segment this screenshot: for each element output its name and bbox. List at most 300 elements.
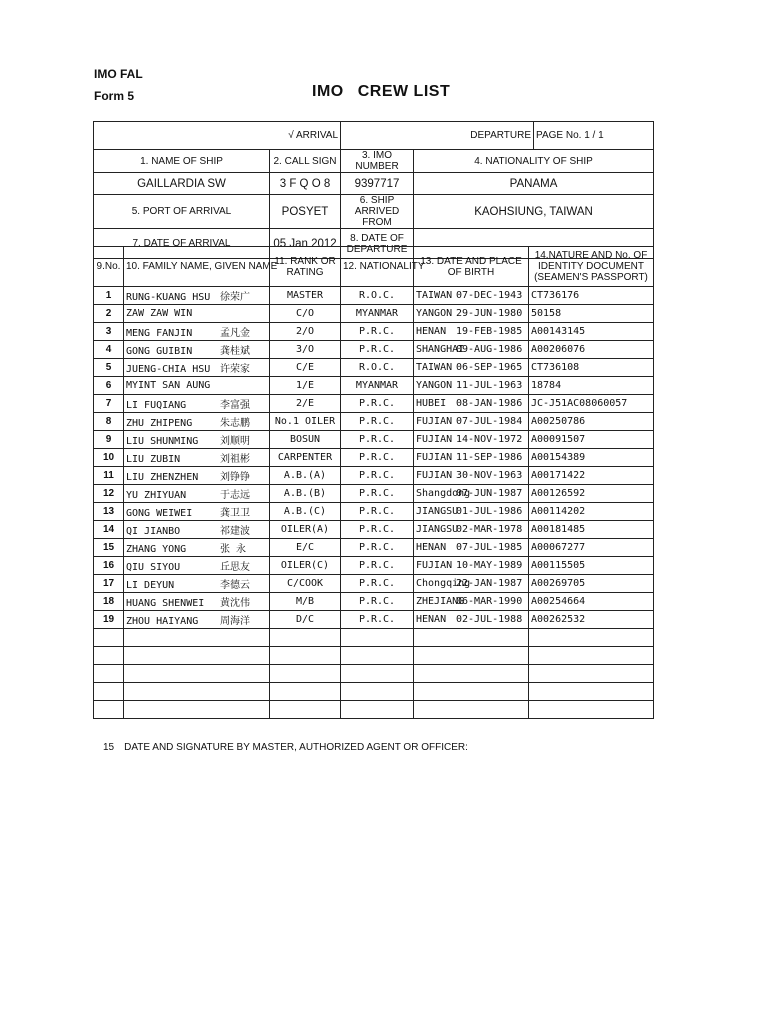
crew-name-chinese: 刘铮铮: [220, 472, 250, 483]
crew-birth-place: Shangdong: [416, 488, 471, 499]
col-header-rank: 11. RANK OR RATING: [270, 247, 341, 287]
crew-nationality: P.R.C.: [358, 542, 396, 553]
form-number: Form 5: [94, 89, 135, 103]
crew-birth-date: 14-NOV-1972: [456, 434, 523, 445]
crew-cell-name: [124, 395, 270, 413]
crew-cell-nat: [341, 359, 414, 377]
crew-row: [94, 341, 654, 359]
form-code: IMO FAL: [94, 67, 143, 81]
crew-cell-birth: [414, 413, 529, 431]
crew-cell-name: [124, 701, 270, 719]
crew-cell-rank: [270, 503, 341, 521]
crew-row: [94, 323, 654, 341]
crew-nationality: P.R.C.: [358, 398, 396, 409]
crew-rank: C/O: [295, 308, 315, 319]
crew-rank: C/E: [295, 362, 315, 373]
port-arrival-label: 5. PORT OF ARRIVAL: [94, 195, 270, 229]
crew-cell-name: [124, 341, 270, 359]
crew-rank: BOSUN: [289, 434, 321, 445]
crew-row: [94, 377, 654, 395]
crew-rank: D/C: [295, 614, 315, 625]
crew-cell-nat: [341, 287, 414, 305]
crew-cell-no: [94, 629, 124, 647]
crew-document: JC-J51AC08060057: [531, 398, 628, 409]
crew-document: A00067277: [531, 542, 586, 553]
crew-birth-place: SHANGHAI: [416, 344, 465, 355]
call-sign-label: 2. CALL SIGN: [270, 150, 341, 173]
crew-cell-nat: [341, 431, 414, 449]
crew-cell-nat: [341, 395, 414, 413]
crew-cell-no: [94, 395, 124, 413]
page-title: [312, 83, 450, 101]
crew-cell-rank: [270, 539, 341, 557]
crew-cell-no: [94, 665, 124, 683]
crew-row: [94, 431, 654, 449]
crew-cell-no: [94, 377, 124, 395]
crew-cell-nat: [341, 557, 414, 575]
crew-cell-nat: [341, 629, 414, 647]
crew-cell-doc: [529, 629, 654, 647]
crew-no: 19: [102, 614, 115, 625]
crew-cell-doc: [529, 431, 654, 449]
crew-name: ZHOU HAIYANG: [126, 616, 199, 627]
crew-cell-doc: [529, 323, 654, 341]
crew-nationality: P.R.C.: [358, 614, 396, 625]
crew-name-chinese: 刘顺明: [220, 436, 250, 447]
crew-document: A00143145: [531, 326, 586, 337]
crew-cell-no: [94, 359, 124, 377]
crew-cell-nat: [341, 593, 414, 611]
crew-nationality: P.R.C.: [358, 524, 396, 535]
crew-cell-nat: [341, 467, 414, 485]
crew-birth-date: 07-DEC-1943: [456, 290, 523, 301]
crew-name: LIU SHUNMING: [126, 436, 199, 447]
crew-cell-name: [124, 503, 270, 521]
crew-name: JUENG-CHIA HSU: [126, 364, 211, 375]
crew-birth-place: JIANGSU: [416, 506, 459, 517]
crew-document: A00091507: [531, 434, 586, 445]
crew-no: 14: [102, 524, 115, 535]
crew-name-chinese: 龚卫卫: [220, 508, 250, 519]
crew-nationality: P.R.C.: [358, 344, 396, 355]
crew-cell-doc: [529, 377, 654, 395]
crew-cell-no: [94, 341, 124, 359]
crew-cell-nat: [341, 539, 414, 557]
crew-cell-nat: [341, 575, 414, 593]
crew-name-chinese: 徐荣广: [220, 292, 250, 303]
crew-name-chinese: 张 永: [220, 544, 247, 555]
crew-rank: MASTER: [286, 290, 324, 301]
crew-cell-no: [94, 539, 124, 557]
crew-cell-doc: [529, 665, 654, 683]
col-header-nationality: 12. NATIONALITY: [341, 247, 414, 287]
crew-birth-date: 01-JUL-1986: [456, 506, 523, 517]
crew-birth-place: JIANGSU: [416, 524, 459, 535]
crew-birth-place: FUJIAN: [416, 416, 453, 427]
crew-cell-name: [124, 449, 270, 467]
crew-cell-no: [94, 683, 124, 701]
crew-row: [94, 413, 654, 431]
signature-number: 15: [103, 742, 115, 753]
crew-name: QIU SIYOU: [126, 562, 181, 573]
crew-rank: OILER(C): [280, 560, 330, 571]
port-arrival-value: POSYET: [270, 195, 341, 229]
crew-cell-name: [124, 323, 270, 341]
crew-document: CT736108: [531, 362, 580, 373]
crew-name: QI JIANBO: [126, 526, 181, 537]
crew-document: A00269705: [531, 578, 586, 589]
crew-rank: A.B.(B): [283, 488, 327, 499]
crew-birth-place: FUJIAN: [416, 470, 453, 481]
crew-cell-no: [94, 467, 124, 485]
crew-nationality: MYANMAR: [355, 380, 399, 391]
crew-document: A00181485: [531, 524, 586, 535]
crew-row: [94, 395, 654, 413]
crew-cell-doc: [529, 611, 654, 629]
crew-nationality: MYANMAR: [355, 308, 399, 319]
crew-rank: 3/O: [295, 344, 315, 355]
crew-cell-name: [124, 521, 270, 539]
crew-cell-birth: [414, 449, 529, 467]
crew-name: ZHU ZHIPENG: [126, 418, 193, 429]
crew-name: GONG WEIWEI: [126, 508, 193, 519]
date-arrival-label: 7. DATE OF ARRIVAL: [94, 229, 270, 259]
crew-cell-rank: [270, 431, 341, 449]
crew-no: 9: [105, 434, 112, 445]
crew-cell-rank: [270, 593, 341, 611]
crew-no: 4: [105, 344, 112, 355]
crew-cell-rank: [270, 377, 341, 395]
crew-cell-name: [124, 683, 270, 701]
crew-cell-birth: [414, 557, 529, 575]
crew-no: 6: [105, 380, 112, 391]
crew-cell-nat: [341, 449, 414, 467]
crew-no: 17: [102, 578, 115, 589]
crew-no: 3: [105, 326, 112, 337]
crew-cell-name: [124, 665, 270, 683]
crew-birth-date: 11-JUL-1963: [456, 380, 523, 391]
crew-cell-birth: [414, 647, 529, 665]
crew-cell-rank: [270, 395, 341, 413]
crew-name: LI DEYUN: [126, 580, 175, 591]
crew-nationality: P.R.C.: [358, 596, 396, 607]
crew-cell-birth: [414, 287, 529, 305]
crew-cell-birth: [414, 485, 529, 503]
crew-cell-nat: [341, 521, 414, 539]
crew-row: [94, 359, 654, 377]
crew-cell-rank: [270, 575, 341, 593]
crew-row: [94, 539, 654, 557]
crew-nationality: P.R.C.: [358, 488, 396, 499]
crew-no: 16: [102, 560, 115, 571]
crew-row: [94, 485, 654, 503]
crew-no: 2: [105, 308, 112, 319]
crew-rank: CARPENTER: [277, 452, 333, 463]
crew-cell-name: [124, 629, 270, 647]
ship-nationality-value: PANAMA: [414, 173, 654, 195]
crew-row: [94, 683, 654, 701]
crew-name-chinese: 朱志鹏: [220, 418, 250, 429]
crew-row: [94, 503, 654, 521]
crew-name: ZAW ZAW WIN: [126, 308, 193, 319]
crew-cell-rank: [270, 305, 341, 323]
crew-cell-rank: [270, 557, 341, 575]
crew-cell-name: [124, 539, 270, 557]
crew-cell-doc: [529, 485, 654, 503]
crew-row: [94, 521, 654, 539]
crew-nationality: R.O.C.: [358, 362, 396, 373]
crew-cell-doc: [529, 287, 654, 305]
crew-cell-doc: [529, 449, 654, 467]
crew-cell-no: [94, 557, 124, 575]
crew-birth-date: 09-AUG-1986: [456, 344, 523, 355]
crew-name: MYINT SAN AUNG: [126, 380, 211, 391]
crew-cell-no: [94, 431, 124, 449]
crew-cell-nat: [341, 503, 414, 521]
col-header-birth: 13. DATE AND PLACE OF BIRTH: [414, 247, 529, 287]
crew-name-chinese: 孟凡金: [220, 328, 250, 339]
crew-cell-birth: [414, 539, 529, 557]
crew-document: A00126592: [531, 488, 586, 499]
crew-document: A00262532: [531, 614, 586, 625]
crew-cell-name: [124, 485, 270, 503]
arrived-from-label: 6. SHIP ARRIVED FROM: [341, 195, 414, 229]
crew-cell-nat: [341, 611, 414, 629]
crew-no: 10: [102, 452, 115, 463]
crew-cell-birth: [414, 521, 529, 539]
crew-cell-rank: [270, 359, 341, 377]
col-header-no: 9.No.: [94, 247, 124, 287]
crew-cell-rank: [270, 413, 341, 431]
crew-birth-date: 06-SEP-1965: [456, 362, 523, 373]
crew-name-chinese: 李富强: [220, 400, 250, 411]
date-departure-label: 8. DATE OF DEPARTURE: [341, 229, 414, 259]
crew-no: 8: [105, 416, 112, 427]
crew-birth-place: ZHEJIANG: [416, 596, 465, 607]
crew-birth-place: FUJIAN: [416, 434, 453, 445]
crew-name-chinese: 刘祖彬: [220, 454, 250, 465]
crew-no: 5: [105, 362, 112, 373]
crew-name-chinese: 丘思友: [220, 562, 250, 573]
crew-cell-nat: [341, 305, 414, 323]
crew-cell-name: [124, 593, 270, 611]
crew-rank: 2/E: [295, 398, 315, 409]
crew-birth-place: HENAN: [416, 542, 447, 553]
crew-cell-doc: [529, 593, 654, 611]
ship-nationality-label: 4. NATIONALITY OF SHIP: [414, 150, 654, 173]
crew-cell-no: [94, 593, 124, 611]
crew-cell-rank: [270, 665, 341, 683]
crew-cell-name: [124, 611, 270, 629]
crew-cell-rank: [270, 611, 341, 629]
crew-cell-doc: [529, 503, 654, 521]
crew-nationality: P.R.C.: [358, 452, 396, 463]
crew-birth-place: TAIWAN: [416, 362, 453, 373]
crew-rank: A.B.(C): [283, 506, 327, 517]
crew-cell-nat: [341, 377, 414, 395]
crew-cell-birth: [414, 665, 529, 683]
crew-cell-rank: [270, 647, 341, 665]
crew-birth-date: 19-FEB-1985: [456, 326, 523, 337]
crew-birth-place: FUJIAN: [416, 452, 453, 463]
crew-cell-rank: [270, 701, 341, 719]
crew-name-chinese: 李德云: [220, 580, 250, 591]
crew-no: 7: [105, 398, 112, 409]
crew-cell-name: [124, 413, 270, 431]
crew-name-chinese: 周海洋: [220, 616, 250, 627]
crew-birth-date: 06-MAR-1990: [456, 596, 523, 607]
title-crew-list: CREW LIST: [357, 83, 451, 100]
arrived-from-value: KAOHSIUNG, TAIWAN: [414, 195, 654, 229]
crew-birth-place: YANGON: [416, 380, 453, 391]
crew-birth-place: FUJIAN: [416, 560, 453, 571]
signature-text: DATE AND SIGNATURE BY MASTER, AUTHORIZED AGENT OR OFFICER:: [124, 742, 468, 753]
crew-row: [94, 593, 654, 611]
crew-row: [94, 557, 654, 575]
crew-rank: A.B.(A): [283, 470, 327, 481]
crew-row: [94, 287, 654, 305]
crew-name: MENG FANJIN: [126, 328, 193, 339]
crew-birth-date: 07-JUL-1985: [456, 542, 523, 553]
title-imo: IMO: [312, 83, 344, 100]
crew-name-chinese: 黄沈伟: [220, 598, 250, 609]
crew-cell-rank: [270, 323, 341, 341]
crew-row: [94, 665, 654, 683]
crew-cell-doc: [529, 467, 654, 485]
crew-cell-nat: [341, 413, 414, 431]
crew-name: YU ZHIYUAN: [126, 490, 187, 501]
crew-birth-place: HENAN: [416, 326, 447, 337]
col-header-document: 14.NATURE AND No. OF IDENTITY DOCUMENT (SEAMEN'S PASSPORT): [529, 247, 654, 287]
crew-cell-birth: [414, 629, 529, 647]
crew-cell-name: [124, 377, 270, 395]
crew-cell-doc: [529, 305, 654, 323]
crew-rank: 2/O: [295, 326, 315, 337]
crew-cell-doc: [529, 341, 654, 359]
crew-name-chinese: 许荣家: [220, 364, 250, 375]
crew-cell-nat: [341, 341, 414, 359]
crew-name: GONG GUIBIN: [126, 346, 193, 357]
crew-row: [94, 647, 654, 665]
crew-row: [94, 305, 654, 323]
crew-table: [93, 286, 654, 719]
crew-rank: E/C: [295, 542, 315, 553]
ship-info-table: [93, 121, 654, 259]
crew-cell-no: [94, 449, 124, 467]
crew-birth-date: 11-SEP-1986: [456, 452, 523, 463]
crew-birth-date: 07-JUN-1987: [456, 488, 523, 499]
crew-document: A00206076: [531, 344, 586, 355]
crew-cell-doc: [529, 539, 654, 557]
crew-no: 11: [103, 470, 114, 481]
crew-cell-birth: [414, 701, 529, 719]
crew-cell-rank: [270, 467, 341, 485]
crew-cell-rank: [270, 485, 341, 503]
crew-row: [94, 467, 654, 485]
crew-nationality: P.R.C.: [358, 560, 396, 571]
crew-cell-birth: [414, 503, 529, 521]
crew-birth-place: HENAN: [416, 614, 447, 625]
crew-cell-doc: [529, 647, 654, 665]
crew-cell-no: [94, 413, 124, 431]
crew-nationality: R.O.C.: [358, 290, 396, 301]
crew-cell-doc: [529, 557, 654, 575]
crew-cell-birth: [414, 467, 529, 485]
crew-no: 18: [102, 596, 115, 607]
crew-cell-birth: [414, 395, 529, 413]
crew-name: RUNG-KUANG HSU: [126, 292, 211, 303]
crew-birth-date: 22-JAN-1987: [456, 578, 523, 589]
crew-cell-birth: [414, 341, 529, 359]
signature-line: [103, 742, 468, 753]
crew-no: 15: [102, 542, 115, 553]
crew-cell-name: [124, 431, 270, 449]
crew-birth-place: YANGON: [416, 308, 453, 319]
crew-birth-place: TAIWAN: [416, 290, 453, 301]
crew-cell-birth: [414, 431, 529, 449]
crew-cell-name: [124, 575, 270, 593]
ship-name-value: GAILLARDIA SW: [94, 173, 270, 195]
crew-cell-no: [94, 305, 124, 323]
ship-name-label: 1. NAME OF SHIP: [94, 150, 270, 173]
crew-row: [94, 701, 654, 719]
crew-cell-doc: [529, 575, 654, 593]
crew-birth-date: 02-MAR-1978: [456, 524, 523, 535]
crew-cell-nat: [341, 647, 414, 665]
crew-birth-date: 07-JUL-1984: [456, 416, 523, 427]
crew-cell-no: [94, 485, 124, 503]
crew-cell-no: [94, 503, 124, 521]
crew-name: LI FUQIANG: [126, 400, 187, 411]
crew-cell-birth: [414, 305, 529, 323]
crew-cell-nat: [341, 485, 414, 503]
imo-number-value: 9397717: [341, 173, 414, 195]
crew-row: [94, 611, 654, 629]
crew-name-chinese: 于志远: [220, 490, 250, 501]
crew-document: A00115505: [531, 560, 586, 571]
crew-cell-no: [94, 323, 124, 341]
crew-cell-doc: [529, 395, 654, 413]
crew-document: A00250786: [531, 416, 586, 427]
crew-document: A00154389: [531, 452, 586, 463]
crew-name-chinese: 祁建波: [220, 526, 250, 537]
imo-number-label: 3. IMO NUMBER: [341, 150, 414, 173]
crew-name-chinese: 龚桂斌: [220, 346, 250, 357]
crew-birth-place: Chongqing: [416, 578, 471, 589]
crew-cell-name: [124, 287, 270, 305]
col-header-name: 10. FAMILY NAME, GIVEN NAME: [124, 247, 270, 287]
crew-cell-no: [94, 647, 124, 665]
crew-no: 1: [105, 290, 112, 301]
crew-cell-name: [124, 359, 270, 377]
crew-cell-no: [94, 611, 124, 629]
crew-birth-date: 29-JUN-1980: [456, 308, 523, 319]
crew-cell-rank: [270, 629, 341, 647]
crew-nationality: P.R.C.: [358, 434, 396, 445]
crew-name: ZHANG YONG: [126, 544, 187, 555]
crew-cell-doc: [529, 521, 654, 539]
crew-no: 13: [102, 506, 115, 517]
crew-cell-rank: [270, 521, 341, 539]
crew-cell-no: [94, 287, 124, 305]
crew-cell-name: [124, 557, 270, 575]
crew-cell-no: [94, 575, 124, 593]
crew-nationality: P.R.C.: [358, 416, 396, 427]
crew-name: LIU ZHENZHEN: [126, 472, 199, 483]
crew-nationality: P.R.C.: [358, 506, 396, 517]
crew-cell-name: [124, 647, 270, 665]
crew-nationality: P.R.C.: [358, 326, 396, 337]
